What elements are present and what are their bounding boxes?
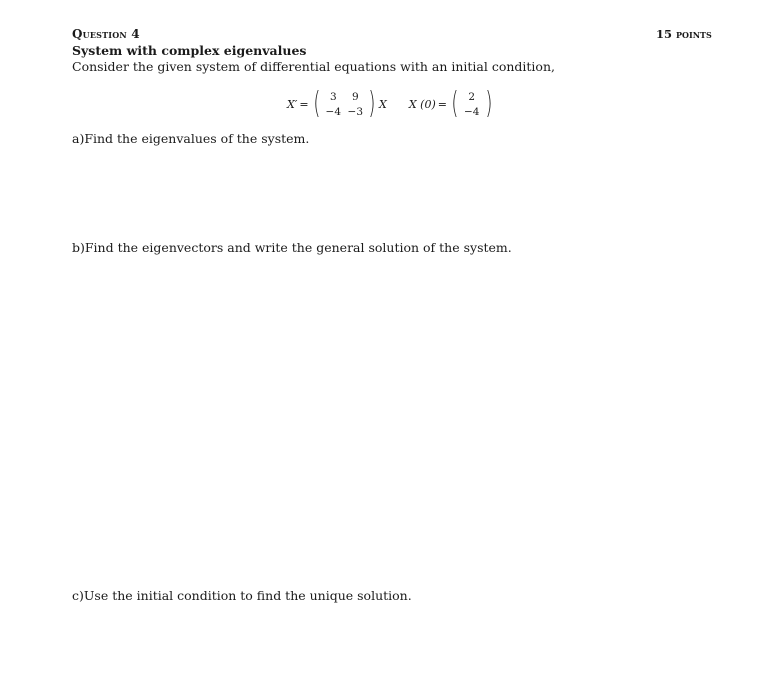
ic-right-paren: ) bbox=[485, 86, 493, 121]
part-c-prompt: c)Use the initial condition to find the unique solution. bbox=[72, 588, 412, 603]
part-a-prompt: a)Find the eigenvalues of the system. bbox=[72, 131, 310, 146]
right-paren: ) bbox=[368, 86, 376, 121]
initial-condition-lhs: X (0) bbox=[408, 97, 436, 111]
matrix-entry: 9 bbox=[351, 90, 359, 103]
question-title: Question 4 bbox=[72, 27, 140, 41]
equals-sign: = bbox=[299, 97, 309, 111]
problem-subtitle: System with complex eigenvalues bbox=[72, 43, 307, 58]
state-variable: X bbox=[379, 97, 387, 111]
coefficient-matrix bbox=[322, 89, 366, 119]
vector-entry: 2 bbox=[468, 90, 476, 103]
part-b-prompt: b)Find the eigenvectors and write the general solution of the system. bbox=[72, 240, 512, 255]
problem-intro: Consider the given system of differential equations with an initial condition, bbox=[72, 59, 555, 74]
ic-equals-sign: = bbox=[437, 97, 447, 111]
vector-entry: −4 bbox=[463, 105, 480, 118]
equation-lhs: X′ bbox=[287, 97, 298, 111]
differential-equation bbox=[287, 88, 494, 120]
left-paren: ( bbox=[312, 86, 320, 121]
question-points: 15 points bbox=[656, 27, 712, 41]
matrix-entry: −4 bbox=[325, 105, 342, 118]
ic-left-paren: ( bbox=[451, 86, 459, 121]
matrix-entry: 3 bbox=[329, 90, 337, 103]
initial-vector bbox=[461, 89, 483, 119]
matrix-entry: −3 bbox=[347, 105, 364, 118]
